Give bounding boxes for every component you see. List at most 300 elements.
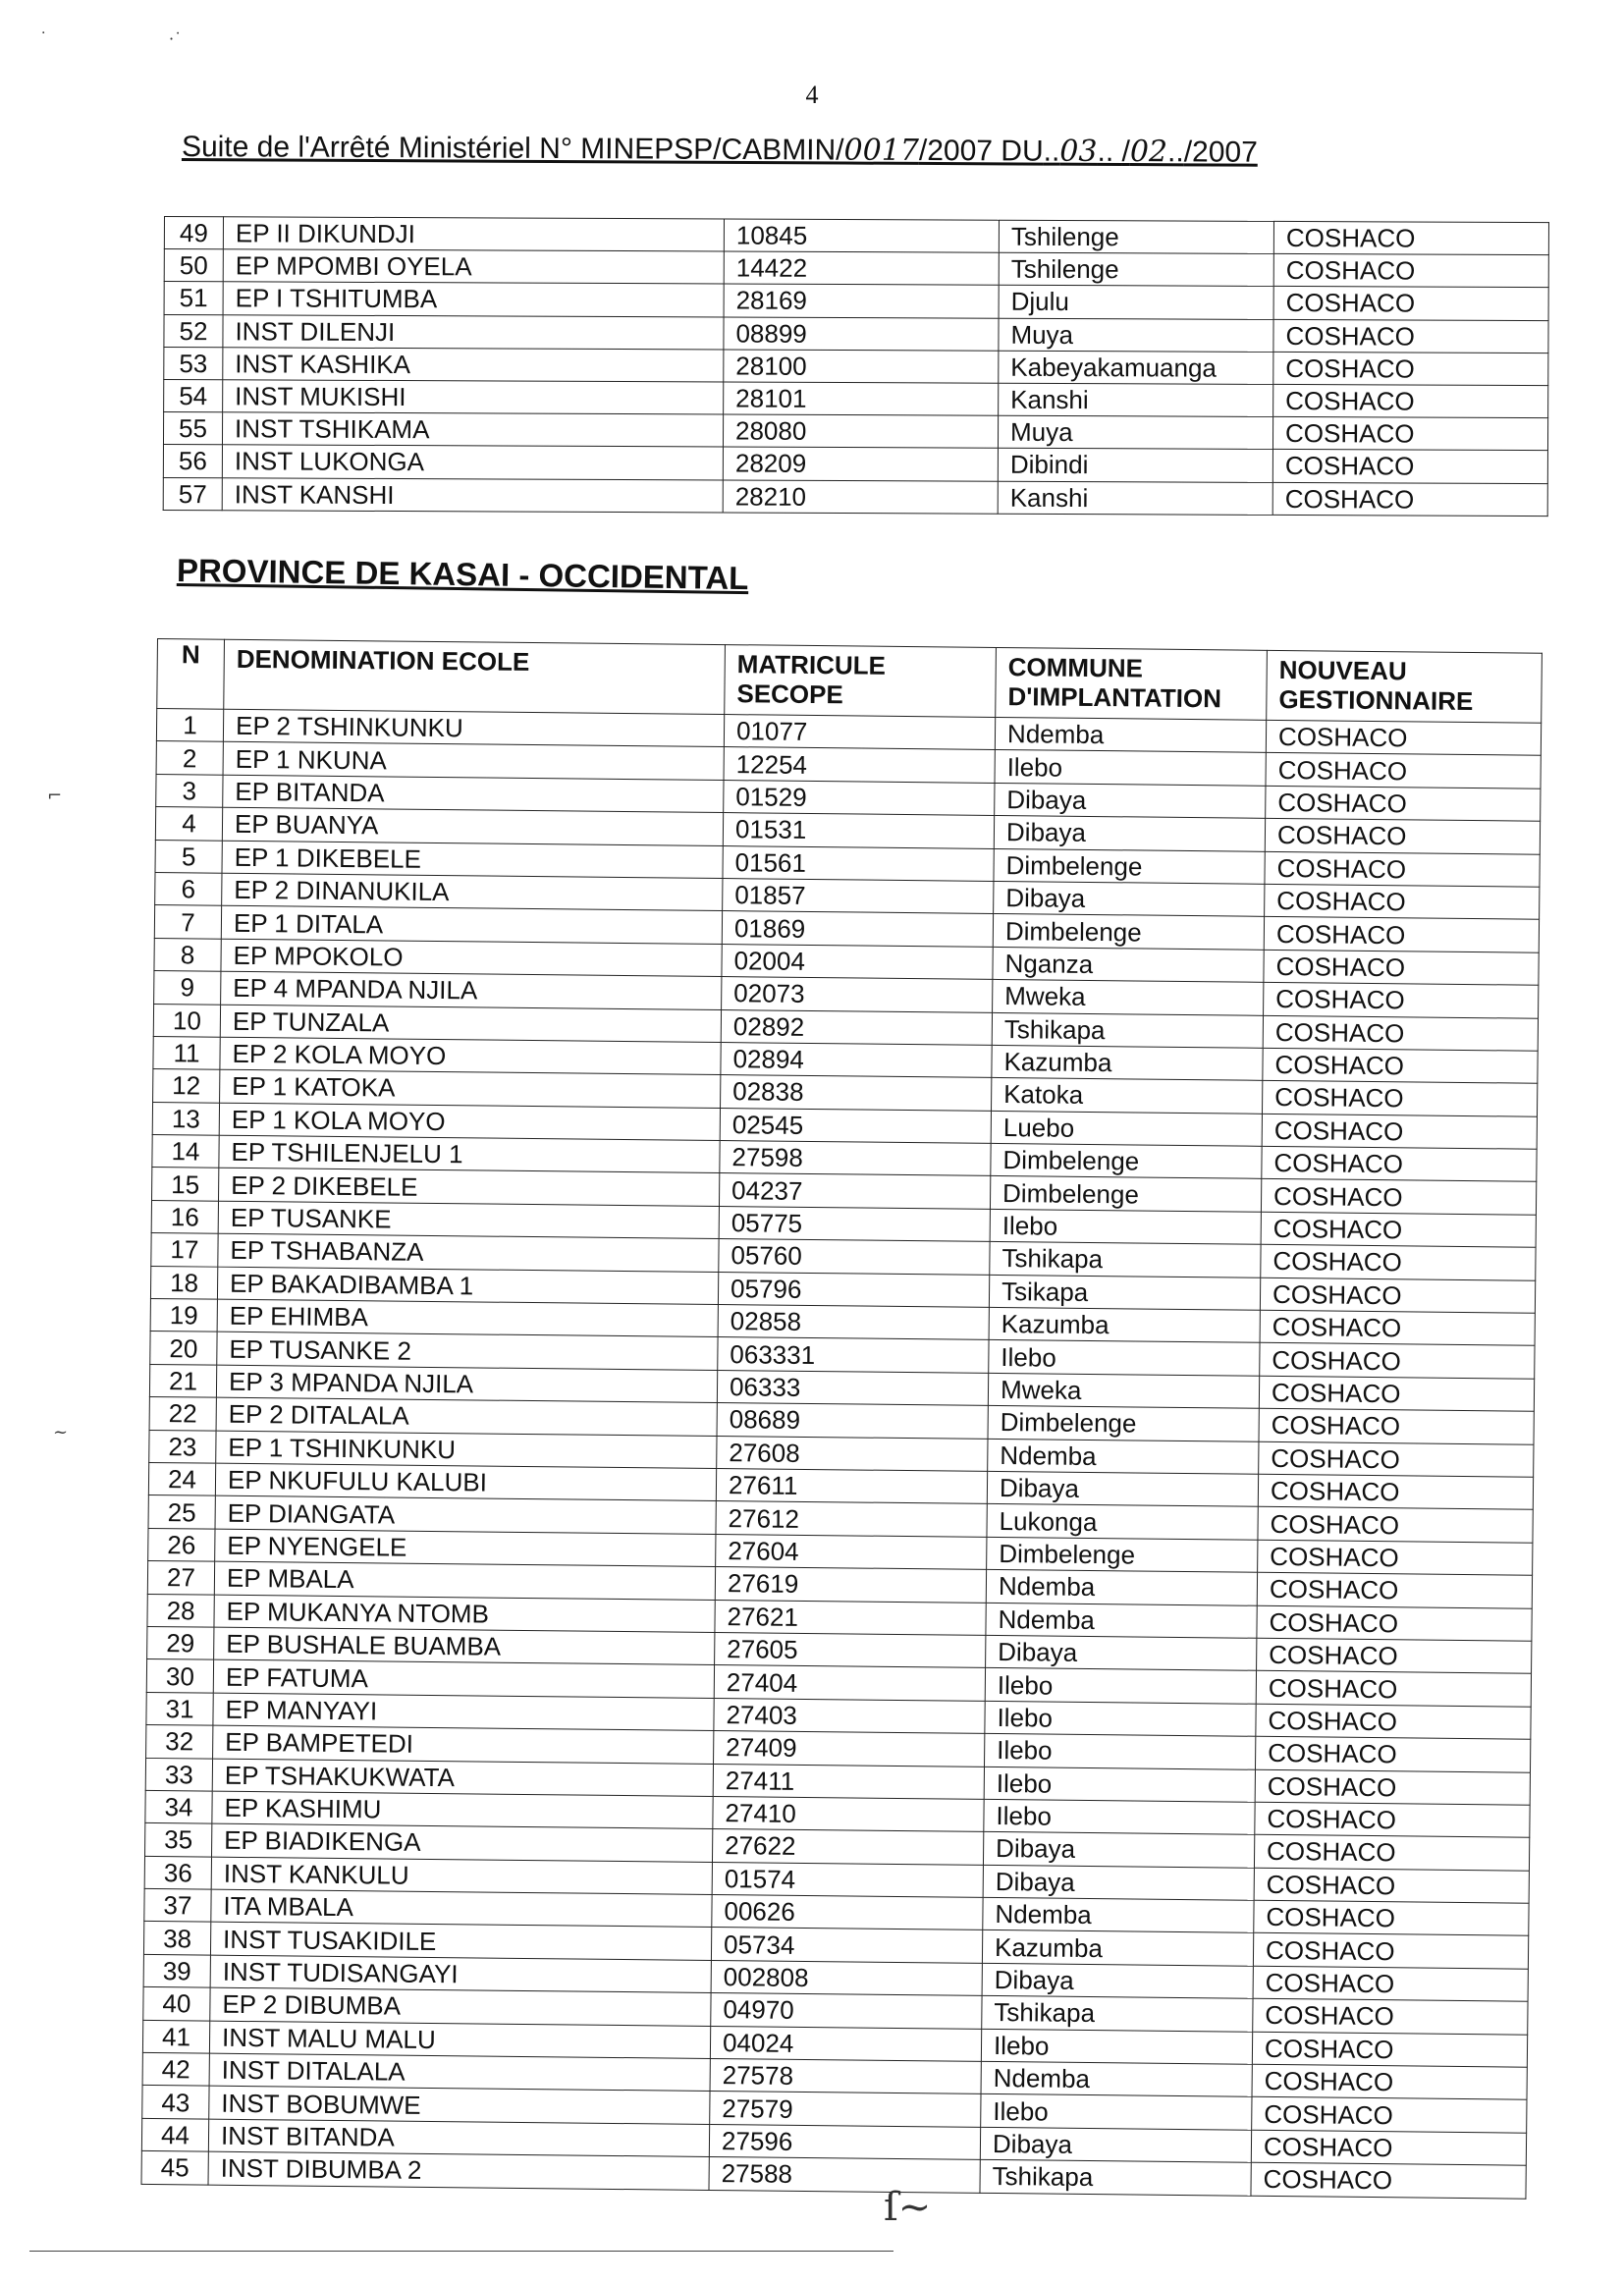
gestionnaire-cell: COSHACO	[1257, 1638, 1532, 1673]
school-name-cell: EP TUNZALA	[220, 1005, 721, 1043]
gestionnaire-cell: COSHACO	[1263, 1048, 1538, 1083]
row-number-cell: 55	[163, 412, 222, 445]
matricule-secope-cell: 04024	[710, 2026, 981, 2061]
school-name-cell: EP I TSHITUMBA	[223, 282, 724, 316]
row-number-cell: 49	[164, 217, 223, 249]
commune-cell: Luebo	[991, 1111, 1262, 1146]
commune-cell: Dibindi	[998, 449, 1272, 482]
row-number-cell: 23	[149, 1430, 216, 1463]
commune-cell: Tshilenge	[999, 252, 1273, 286]
school-name-cell: EP BITANDA	[223, 775, 724, 813]
row-number-cell: 43	[142, 2086, 209, 2119]
matricule-secope-cell: 01561	[723, 845, 994, 881]
school-name-cell: EP 3 MPANDA NJILA	[216, 1365, 717, 1403]
matricule-secope-cell: 27622	[712, 1829, 983, 1865]
commune-cell: Nganza	[993, 947, 1264, 982]
matricule-secope-cell: 063331	[718, 1337, 989, 1373]
commune-cell: Lukonga	[987, 1504, 1258, 1540]
gestionnaire-cell: COSHACO	[1254, 1868, 1529, 1903]
school-name-cell: EP BUSHALE BUAMBA	[214, 1627, 715, 1665]
matricule-secope-cell: 04237	[719, 1173, 990, 1209]
matricule-secope-cell: 05796	[718, 1272, 989, 1307]
commune-cell: Dibaya	[987, 1471, 1258, 1506]
commune-cell: Ilebo	[995, 750, 1266, 786]
handwritten-month: 02	[1129, 135, 1168, 170]
row-number-cell: 14	[152, 1135, 219, 1169]
gestionnaire-cell: COSHACO	[1251, 2130, 1526, 2165]
matricule-secope-cell: 27588	[709, 2157, 980, 2193]
row-number-cell: 22	[149, 1397, 216, 1431]
school-name-cell: EP 2 TSHINKUNKU	[223, 709, 724, 747]
row-number-cell: 37	[144, 1888, 211, 1922]
row-number-cell: 4	[155, 807, 222, 841]
commune-cell: Tshilenge	[999, 220, 1273, 253]
matricule-secope-cell: 27404	[714, 1665, 985, 1701]
gestionnaire-cell: COSHACO	[1273, 352, 1548, 385]
school-name-cell: EP MPOKOLO	[221, 939, 722, 977]
gestionnaire-cell: COSHACO	[1266, 753, 1541, 788]
gestionnaire-cell: COSHACO	[1261, 1179, 1536, 1215]
school-name-cell: INST KASHIKA	[223, 348, 724, 382]
commune-cell: Ilebo	[981, 2029, 1252, 2064]
matricule-secope-cell: 06333	[717, 1370, 988, 1405]
scan-speck: ·˙	[169, 29, 183, 48]
school-name-cell: INST DILENJI	[223, 314, 724, 349]
school-name-cell: EP II DIKUNDJI	[223, 217, 724, 251]
gestionnaire-cell: COSHACO	[1252, 2032, 1527, 2067]
table-row	[164, 347, 1548, 385]
school-name-cell: INST MALU MALU	[209, 2021, 710, 2059]
gestionnaire-cell: COSHACO	[1252, 2097, 1527, 2133]
matricule-secope-cell: 28210	[723, 479, 998, 513]
gestionnaire-cell: COSHACO	[1273, 319, 1548, 353]
matricule-secope-cell: 27409	[714, 1731, 985, 1767]
commune-cell: Ndemba	[988, 1439, 1259, 1474]
school-name-cell: EP BAKADIBAMBA 1	[217, 1267, 718, 1305]
row-number-cell: 51	[164, 282, 223, 314]
matricule-secope-cell: 01529	[724, 780, 995, 815]
matricule-secope-cell: 28100	[724, 350, 999, 383]
gestionnaire-cell: COSHACO	[1259, 1441, 1534, 1477]
school-name-cell: EP 4 MPANDA NJILA	[221, 971, 722, 1009]
row-number-cell: 36	[144, 1856, 211, 1889]
matricule-secope-cell: 27579	[710, 2092, 981, 2127]
matricule-secope-cell: 27403	[714, 1698, 985, 1733]
gestionnaire-cell: COSHACO	[1264, 950, 1539, 985]
commune-cell: Ilebo	[984, 1767, 1255, 1802]
handwritten-decree-number: 0017	[843, 133, 920, 168]
school-name-cell: EP 2 DIBUMBA	[210, 1987, 711, 2026]
commune-cell: Tshikapa	[992, 1012, 1263, 1048]
commune-cell: Muya	[998, 415, 1272, 449]
commune-cell: Dibaya	[994, 816, 1265, 851]
commune-cell: Ilebo	[984, 1799, 1255, 1834]
table-row	[164, 249, 1548, 288]
gestionnaire-cell: COSHACO	[1260, 1277, 1535, 1313]
matricule-secope-cell: 27621	[715, 1600, 986, 1635]
table-row	[164, 217, 1548, 255]
gestionnaire-cell: COSHACO	[1272, 417, 1547, 451]
gestionnaire-cell: COSHACO	[1261, 1212, 1536, 1247]
table-row	[163, 477, 1547, 516]
matricule-secope-cell: 02073	[722, 977, 993, 1012]
gestionnaire-cell: COSHACO	[1262, 1081, 1537, 1116]
gestionnaire-cell: COSHACO	[1253, 1998, 1528, 2034]
commune-cell: Ilebo	[989, 1340, 1260, 1376]
table-row	[163, 445, 1547, 483]
table-row	[164, 282, 1548, 320]
row-number-cell: 10	[153, 1004, 220, 1037]
matricule-secope-cell: 27608	[717, 1436, 988, 1471]
row-number-cell: 35	[145, 1823, 212, 1857]
school-name-cell: INST KANKULU	[211, 1857, 712, 1895]
province-title: PROVINCE DE KASAI - OCCIDENTAL	[176, 552, 749, 597]
matricule-secope-cell: 02894	[721, 1042, 992, 1077]
school-name-cell: EP DIANGATA	[215, 1496, 716, 1535]
column-header-commune: COMMUNE D'IMPLANTATION	[996, 647, 1268, 720]
gestionnaire-cell: COSHACO	[1266, 720, 1541, 755]
school-name-cell: EP TUSANKE	[218, 1201, 719, 1239]
column-header-denomination: DENOMINATION ECOLE	[224, 639, 726, 714]
gestionnaire-cell: COSHACO	[1266, 786, 1541, 821]
row-number-cell: 15	[152, 1168, 219, 1201]
gestionnaire-cell: COSHACO	[1264, 917, 1539, 952]
school-name-cell: EP 1 DITALA	[221, 906, 722, 945]
matricule-secope-cell: 08899	[724, 317, 999, 351]
row-number-cell: 52	[164, 314, 223, 347]
commune-cell: Kanshi	[999, 383, 1273, 416]
matricule-secope-cell: 01857	[723, 878, 994, 913]
commune-cell: Dibaya	[995, 783, 1266, 818]
school-name-cell: INST MUKISHI	[223, 380, 724, 414]
school-name-cell: INST DITALALA	[209, 2053, 710, 2092]
row-number-cell: 7	[154, 905, 221, 939]
row-number-cell: 16	[151, 1200, 218, 1233]
row-number-cell: 25	[148, 1495, 215, 1529]
row-number-cell: 2	[156, 741, 223, 775]
heading-year-2: /2007	[1183, 136, 1258, 169]
matricule-secope-cell: 05734	[711, 1928, 982, 1963]
row-number-cell: 54	[164, 379, 223, 411]
kasai-occidental-schools-table	[141, 638, 1543, 2199]
row-number-cell: 6	[155, 872, 222, 905]
commune-cell: Ndemba	[986, 1570, 1257, 1605]
commune-cell: Dibaya	[982, 1963, 1253, 1998]
school-name-cell: EP 1 KOLA MOYO	[219, 1103, 720, 1141]
gestionnaire-cell: COSHACO	[1260, 1310, 1535, 1345]
document-heading: Suite de l'Arrêté Ministériel N° MINEPSP/CABMIN/0017/2007 DU..03.. /02../2007	[181, 131, 1258, 170]
matricule-secope-cell: 27605	[715, 1632, 986, 1667]
row-number-cell: 29	[147, 1626, 214, 1659]
row-number-cell: 32	[146, 1725, 213, 1759]
matricule-secope-cell: 04970	[711, 1993, 982, 2029]
gestionnaire-cell: COSHACO	[1261, 1245, 1536, 1280]
matricule-secope-cell: 05775	[719, 1206, 990, 1241]
school-name-cell: EP 2 DITALALA	[216, 1397, 717, 1436]
row-number-cell: 53	[164, 347, 223, 379]
row-number-cell: 13	[152, 1102, 219, 1135]
gestionnaire-cell: COSHACO	[1273, 287, 1548, 320]
row-number-cell: 39	[143, 1954, 210, 1987]
gestionnaire-cell: COSHACO	[1262, 1146, 1537, 1181]
page-number: 4	[805, 81, 819, 109]
gestionnaire-cell: COSHACO	[1272, 450, 1547, 483]
gestionnaire-cell: COSHACO	[1254, 1900, 1529, 1935]
row-number-cell: 17	[151, 1233, 218, 1267]
school-name-cell: EP TSHABANZA	[218, 1233, 719, 1272]
school-name-cell: EP MBALA	[214, 1561, 715, 1600]
commune-cell: Tshikapa	[990, 1242, 1261, 1277]
gestionnaire-cell: COSHACO	[1255, 1769, 1530, 1805]
matricule-secope-cell: 27619	[715, 1567, 986, 1603]
commune-cell: Ndemba	[983, 1897, 1254, 1932]
gestionnaire-cell: COSHACO	[1260, 1343, 1535, 1379]
school-name-cell: EP BUANYA	[222, 807, 723, 845]
matricule-secope-cell: 01077	[724, 715, 995, 750]
school-name-cell: EP 1 NKUNA	[223, 742, 724, 781]
row-number-cell: 33	[145, 1758, 212, 1791]
row-number-cell: 9	[154, 971, 221, 1005]
school-name-cell: INST TSHIKAMA	[222, 412, 723, 447]
school-name-cell: INST KANSHI	[222, 477, 723, 512]
scan-speck: ·	[41, 26, 46, 41]
matricule-secope-cell: 01869	[722, 911, 993, 947]
commune-cell: Tsikapa	[989, 1275, 1260, 1310]
gestionnaire-cell: COSHACO	[1257, 1572, 1532, 1607]
commune-cell: Mweka	[993, 980, 1264, 1015]
matricule-secope-cell: 02858	[718, 1305, 989, 1340]
row-number-cell: 41	[142, 2020, 209, 2053]
school-name-cell: EP KASHIMU	[212, 1791, 713, 1829]
commune-cell: Muya	[999, 318, 1273, 352]
school-name-cell: INST LUKONGA	[222, 445, 723, 479]
row-number-cell: 21	[149, 1364, 216, 1397]
gestionnaire-cell: COSHACO	[1256, 1704, 1531, 1739]
school-name-cell: EP 1 KATOKA	[220, 1069, 721, 1108]
commune-cell: Tshikapa	[980, 2160, 1251, 2196]
commune-cell: Dibaya	[980, 2127, 1251, 2162]
commune-cell: Ilebo	[981, 2094, 1252, 2130]
matricule-secope-cell: 27598	[720, 1141, 991, 1176]
row-number-cell: 11	[153, 1036, 220, 1069]
gestionnaire-cell: COSHACO	[1262, 1114, 1537, 1149]
matricule-secope-cell: 27578	[710, 2058, 981, 2093]
row-number-cell: 50	[164, 249, 223, 282]
gestionnaire-cell: COSHACO	[1272, 482, 1547, 516]
school-name-cell: EP 1 DIKEBELE	[222, 841, 723, 879]
school-name-cell: EP MPOMBI OYELA	[223, 249, 724, 284]
commune-cell: Dibaya	[983, 1832, 1254, 1868]
commune-cell: Dibaya	[994, 881, 1265, 916]
row-number-cell: 26	[148, 1528, 215, 1561]
matricule-secope-cell: 02004	[722, 944, 993, 979]
commune-cell: Dibaya	[983, 1865, 1254, 1900]
matricule-secope-cell: 28101	[724, 382, 999, 415]
gestionnaire-cell: COSHACO	[1258, 1507, 1533, 1543]
commune-cell: Tshikapa	[982, 1996, 1253, 2032]
commune-cell: Dibaya	[986, 1635, 1257, 1670]
school-name-cell: INST BITANDA	[208, 2119, 709, 2157]
commune-cell: Dimbelenge	[988, 1406, 1259, 1441]
commune-cell: Kabeyakamuanga	[999, 351, 1273, 384]
table-row	[163, 412, 1547, 451]
heading-prefix: Suite de l'Arrêté Ministériel N° MINEPSP/CABMIN/	[181, 131, 844, 167]
matricule-secope-cell: 02838	[721, 1075, 992, 1111]
matricule-secope-cell: 01531	[723, 813, 994, 848]
school-name-cell: EP TSHAKUKWATA	[212, 1759, 713, 1797]
gestionnaire-cell: COSHACO	[1264, 982, 1539, 1017]
table-row	[164, 379, 1548, 417]
commune-cell: Kazumba	[992, 1045, 1263, 1080]
row-number-cell: 56	[163, 445, 222, 477]
heading-separator: /	[1121, 136, 1130, 169]
matricule-secope-cell: 28209	[723, 447, 998, 480]
bottom-rule	[29, 2251, 893, 2252]
gestionnaire-cell: COSHACO	[1255, 1802, 1530, 1837]
commune-cell: Kanshi	[998, 481, 1272, 515]
school-name-cell: EP BAMPETEDI	[213, 1725, 714, 1764]
commune-cell: Ndemba	[995, 717, 1266, 752]
row-number-cell: 27	[147, 1561, 214, 1595]
commune-cell: Dimbelenge	[991, 1143, 1262, 1178]
row-number-cell: 28	[147, 1594, 214, 1627]
gestionnaire-cell: COSHACO	[1252, 2064, 1527, 2099]
matricule-secope-cell: 27410	[713, 1796, 984, 1831]
matricule-secope-cell: 08689	[717, 1403, 988, 1439]
school-name-cell: INST TUSAKIDILE	[210, 1923, 711, 1961]
row-number-cell: 24	[148, 1462, 215, 1495]
row-number-cell: 31	[146, 1692, 213, 1725]
column-header-n: N	[157, 639, 225, 710]
gestionnaire-cell: COSHACO	[1259, 1376, 1534, 1411]
row-number-cell: 38	[143, 1922, 210, 1955]
gestionnaire-cell: COSHACO	[1253, 1933, 1528, 1969]
row-number-cell: 45	[141, 2151, 208, 2185]
row-number-cell: 5	[155, 840, 222, 873]
matricule-secope-cell: 27611	[716, 1468, 987, 1503]
gestionnaire-cell: COSHACO	[1265, 884, 1540, 919]
row-number-cell: 1	[156, 709, 223, 742]
column-header-gestionnaire: NOUVEAU GESTIONNAIRE	[1267, 650, 1543, 723]
commune-cell: Ilebo	[985, 1733, 1256, 1768]
gestionnaire-cell: COSHACO	[1263, 1015, 1538, 1051]
row-number-cell: 8	[154, 938, 221, 971]
matricule-secope-cell: 01574	[712, 1862, 983, 1897]
column-header-matricule: MATRICULE SECOPE	[725, 645, 997, 718]
row-number-cell: 42	[142, 2052, 209, 2086]
heading-year-1: /2007 DU	[918, 134, 1044, 168]
matricule-secope-cell: 002808	[711, 1960, 982, 1995]
school-name-cell: INST BOBUMWE	[209, 2087, 710, 2125]
row-number-cell: 19	[150, 1298, 217, 1332]
gestionnaire-cell: COSHACO	[1265, 851, 1540, 887]
gestionnaire-cell: COSHACO	[1265, 819, 1540, 854]
commune-cell: Kazumba	[989, 1307, 1260, 1342]
gestionnaire-cell: COSHACO	[1254, 1835, 1529, 1871]
matricule-secope-cell: 10845	[724, 219, 999, 252]
matricule-secope-cell: 05760	[719, 1239, 990, 1275]
matricule-secope-cell: 02892	[721, 1009, 992, 1045]
row-number-cell: 3	[156, 774, 223, 807]
gestionnaire-cell: COSHACO	[1273, 384, 1548, 417]
gestionnaire-cell: COSHACO	[1259, 1408, 1534, 1443]
gestionnaire-cell: COSHACO	[1253, 1966, 1528, 2001]
school-name-cell: INST TUDISANGAYI	[210, 1955, 711, 1993]
commune-cell: Katoka	[992, 1078, 1263, 1114]
commune-cell: Ilebo	[985, 1701, 1256, 1736]
commune-cell: Ndemba	[986, 1603, 1257, 1638]
commune-cell: Ilebo	[990, 1209, 1261, 1244]
handwritten-initials: ſ~	[884, 2185, 932, 2230]
row-number-cell: 18	[150, 1266, 217, 1299]
commune-cell: Ilebo	[985, 1668, 1256, 1704]
handwritten-day: 03	[1059, 134, 1098, 169]
school-name-cell: EP TSHILENJELU 1	[219, 1135, 720, 1173]
school-name-cell: EP NYENGELE	[215, 1529, 716, 1567]
school-name-cell: EP 2 KOLA MOYO	[220, 1037, 721, 1075]
school-name-cell: EP TUSANKE 2	[217, 1332, 718, 1371]
matricule-secope-cell: 28080	[723, 414, 998, 448]
school-name-cell: ITA MBALA	[211, 1889, 712, 1928]
matricule-secope-cell: 27604	[716, 1534, 987, 1569]
school-name-cell: INST DIBUMBA 2	[208, 2151, 709, 2190]
gestionnaire-cell: COSHACO	[1258, 1474, 1533, 1509]
school-name-cell: EP FATUMA	[213, 1659, 714, 1698]
matricule-secope-cell: 12254	[724, 747, 995, 783]
school-name-cell: EP BIADIKENGA	[212, 1823, 713, 1862]
commune-cell: Dimbelenge	[990, 1176, 1261, 1212]
gestionnaire-cell: COSHACO	[1273, 221, 1548, 254]
school-name-cell: EP MUKANYA NTOMB	[214, 1595, 715, 1633]
row-number-cell: 34	[145, 1790, 212, 1823]
commune-cell: Kazumba	[982, 1930, 1253, 1966]
commune-cell: Dimbelenge	[993, 914, 1264, 950]
matricule-secope-cell: 14422	[724, 251, 999, 285]
matricule-secope-cell: 02545	[720, 1108, 991, 1143]
commune-cell: Djulu	[999, 286, 1273, 319]
school-name-cell: EP MANYAYI	[213, 1693, 714, 1731]
gestionnaire-cell: COSHACO	[1256, 1736, 1531, 1771]
commune-cell: Dimbelenge	[994, 848, 1265, 884]
margin-pen-mark: ⌐	[47, 786, 63, 806]
gestionnaire-cell: COSHACO	[1258, 1540, 1533, 1575]
row-number-cell: 30	[146, 1659, 213, 1693]
row-number-cell: 12	[153, 1069, 220, 1103]
matricule-secope-cell: 27612	[716, 1501, 987, 1537]
table-row	[164, 314, 1548, 353]
row-number-cell: 40	[143, 1987, 210, 2021]
gestionnaire-cell: COSHACO	[1256, 1671, 1531, 1707]
gestionnaire-cell: COSHACO	[1273, 254, 1548, 288]
margin-pen-mark: ~	[53, 1422, 69, 1442]
commune-cell: Mweka	[988, 1373, 1259, 1408]
matricule-secope-cell: 27411	[713, 1764, 984, 1799]
row-number-cell: 20	[150, 1332, 217, 1365]
row-number-cell: 44	[141, 2118, 208, 2151]
school-name-cell: EP 1 TSHINKUNKU	[216, 1431, 717, 1469]
commune-cell: Ndemba	[981, 2061, 1252, 2096]
school-name-cell: EP EHIMBA	[217, 1299, 718, 1337]
matricule-secope-cell: 00626	[712, 1895, 983, 1930]
school-name-cell: EP NKUFULU KALUBI	[215, 1463, 716, 1501]
school-name-cell: EP 2 DINANUKILA	[222, 873, 723, 911]
matricule-secope-cell: 28169	[724, 284, 999, 317]
matricule-secope-cell: 27596	[709, 2124, 980, 2159]
commune-cell: Dimbelenge	[987, 1537, 1258, 1572]
school-name-cell: EP 2 DIKEBELE	[219, 1169, 720, 1207]
gestionnaire-cell: COSHACO	[1257, 1605, 1532, 1641]
continued-schools-table	[163, 216, 1549, 516]
